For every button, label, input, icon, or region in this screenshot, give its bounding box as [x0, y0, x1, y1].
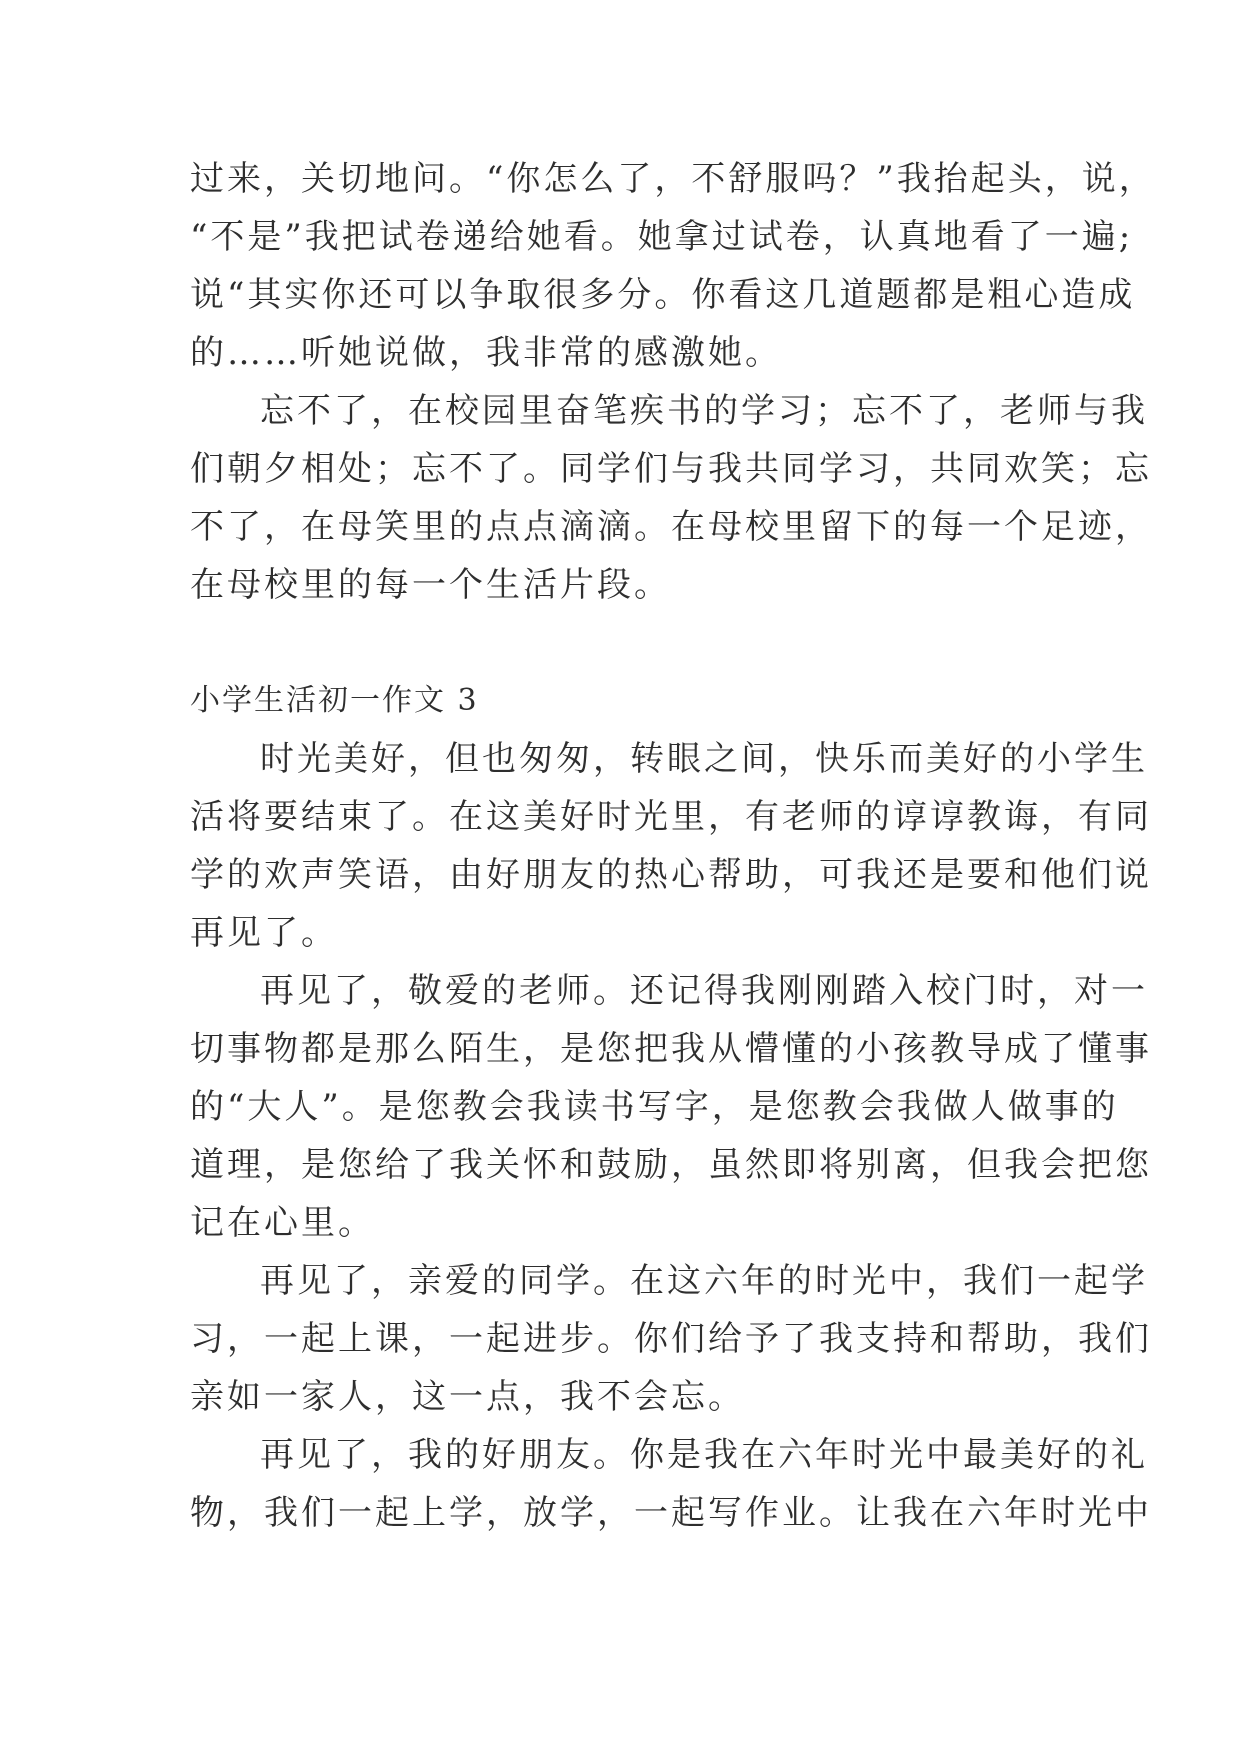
document-body — [190, 150, 1156, 1542]
paragraph-time — [190, 730, 1152, 962]
text-line: 习，一起上课，一起进步。你们给予了我支持和帮助，我们 — [190, 1319, 1152, 1359]
text-line: “不是”我把试卷递给她看。她拿过试卷，认真地看了一遍; — [190, 217, 1134, 257]
paragraph-friend — [190, 1426, 1152, 1542]
text-line: 亲如一家人，这一点，我不会忘。 — [190, 1377, 745, 1417]
text-line: 再见了，我的好朋友。你是我在六年时光中最美好的礼 — [260, 1435, 1148, 1475]
paragraph-continuation — [190, 150, 1156, 382]
text-line: 在母校里的每一个生活片段。 — [190, 565, 671, 605]
text-line: 的“大人”。是您教会我读书写字，是您教会我做人做事的 — [190, 1087, 1119, 1127]
text-line: 活将要结束了。在这美好时光里，有老师的谆谆教诲，有同 — [190, 797, 1152, 837]
paragraph-unforgettable — [190, 382, 1152, 614]
text-line: 学的欢声笑语，由好朋友的热心帮助，可我还是要和他们说 — [190, 855, 1152, 895]
section-heading: 小学生活初一作文 3 — [190, 683, 479, 718]
text-line: 再见了。 — [190, 913, 338, 953]
section-spacer — [190, 614, 1090, 672]
text-line: 物，我们一起上学，放学，一起写作业。让我在六年时光中 — [190, 1493, 1152, 1533]
text-line: 时光美好，但也匆匆，转眼之间，快乐而美好的小学生 — [260, 739, 1148, 779]
paragraph-teacher — [190, 962, 1152, 1252]
paragraph-classmates — [190, 1252, 1152, 1426]
text-line: 忘不了，在校园里奋笔疾书的学习；忘不了，老师与我 — [260, 391, 1148, 431]
text-line: 说“其实你还可以争取很多分。你看这几道题都是粗心造成 — [190, 275, 1136, 315]
text-line: 不了，在母笑里的点点滴滴。在母校里留下的每一个足迹， — [190, 507, 1152, 547]
text-line: 切事物都是那么陌生，是您把我从懵懂的小孩教导成了懂事 — [190, 1029, 1152, 1069]
text-line: 的……听她说做，我非常的感激她。 — [190, 333, 782, 373]
text-line: 道理，是您给了我关怀和鼓励，虽然即将别离，但我会把您 — [190, 1145, 1152, 1185]
text-line: 再见了，亲爱的同学。在这六年的时光中，我们一起学 — [260, 1261, 1148, 1301]
text-line: 再见了，敬爱的老师。还记得我刚刚踏入校门时，对一 — [260, 971, 1148, 1011]
text-line: 过来，关切地问。“你怎么了，不舒服吗？”我抬起头，说， — [190, 159, 1156, 199]
text-line: 记在心里。 — [190, 1203, 375, 1243]
text-line: 们朝夕相处；忘不了。同学们与我共同学习，共同欢笑；忘 — [190, 449, 1152, 489]
